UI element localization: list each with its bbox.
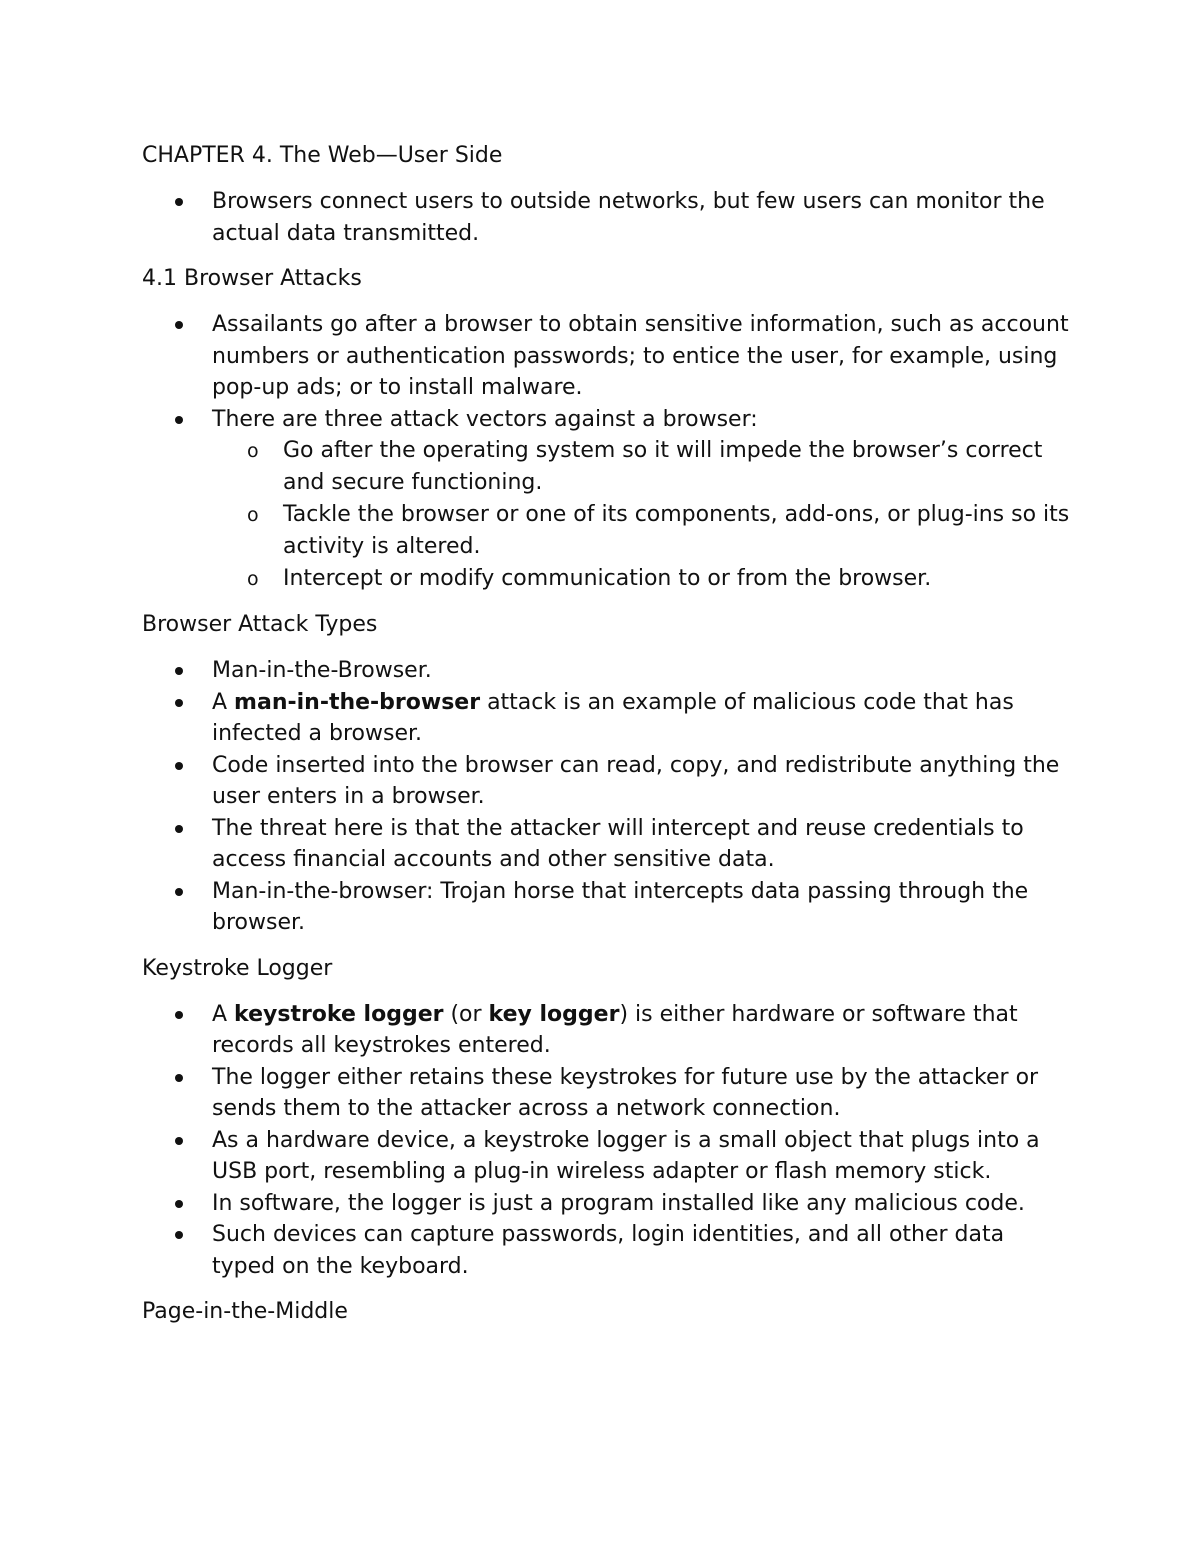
list-item: Browsers connect users to outside networks, but few users can monitor the actual data transmitted. (142, 186, 1072, 249)
text-run: A (212, 689, 235, 715)
text-run: attack is an example of malicious code that has infected a browser. (212, 689, 1014, 746)
chapter-title: CHAPTER 4. The Web—User Side (142, 143, 503, 168)
list-item: In software, the logger is just a program installed like any malicious code. (142, 1188, 1072, 1220)
bold-term: key logger (488, 1001, 620, 1027)
text-run: ) is either hardware or software that records all keystrokes entered. (212, 1001, 1018, 1058)
browser-attacks-list (142, 309, 1072, 595)
list-item: Man-in-the-Browser. (142, 655, 1072, 687)
section-heading-attack-types: Browser Attack Types (142, 612, 378, 637)
list-item (142, 404, 1072, 596)
list-item-text: There are three attack vectors against a browser: (212, 406, 758, 432)
attack-types-list (142, 655, 1072, 939)
section-heading-keystroke-logger: Keystroke Logger (142, 955, 333, 981)
list-item: Such devices can capture passwords, login identities, and all other data typed on the keyboard. (142, 1219, 1072, 1282)
section-heading-browser-attacks: 4.1 Browser Attacks (142, 266, 362, 291)
sub-list-item: o Intercept or modify communication to or from the browser. (212, 563, 1072, 595)
bold-term: man-in-the-browser (234, 689, 481, 715)
list-item: Man-in-the-browser: Trojan horse that intercepts data passing through the browser. (142, 876, 1072, 939)
sub-list-item: o Tackle the browser or one of its components, add-ons, or plug-ins so its activity is altered. (212, 499, 1072, 563)
list-item: Code inserted into the browser can read, copy, and redistribute anything the user enters in a browser. (142, 750, 1072, 813)
attack-vectors-sublist (212, 435, 1072, 595)
text-run: A (212, 1001, 235, 1027)
keystroke-logger-list (142, 999, 1072, 1283)
sub-list-item: o Go after the operating system so it will impede the browser’s correct and secure functioning. (212, 435, 1072, 499)
section-heading-page-in-the-middle: Page-in-the-Middle (142, 1299, 348, 1324)
list-item (142, 999, 1072, 1062)
list-item: The logger either retains these keystrokes for future use by the attacker or sends them to the attacker across a network connection. (142, 1062, 1072, 1125)
bold-term: keystroke logger (234, 1001, 444, 1027)
list-item: Assailants go after a browser to obtain sensitive information, such as account numbers or authentication passwords; to entice the user, for example, using pop-up ads; or to install malware. (142, 309, 1072, 404)
intro-list (142, 186, 1072, 249)
document-page (142, 140, 1072, 1328)
text-run: (or (443, 1001, 489, 1027)
list-item (142, 687, 1072, 750)
list-item: The threat here is that the attacker will intercept and reuse credentials to access financial accounts and other sensitive data. (142, 813, 1072, 876)
list-item: As a hardware device, a keystroke logger is a small object that plugs into a USB port, resembling a plug-in wireless adapter or flash memory stick. (142, 1125, 1072, 1188)
